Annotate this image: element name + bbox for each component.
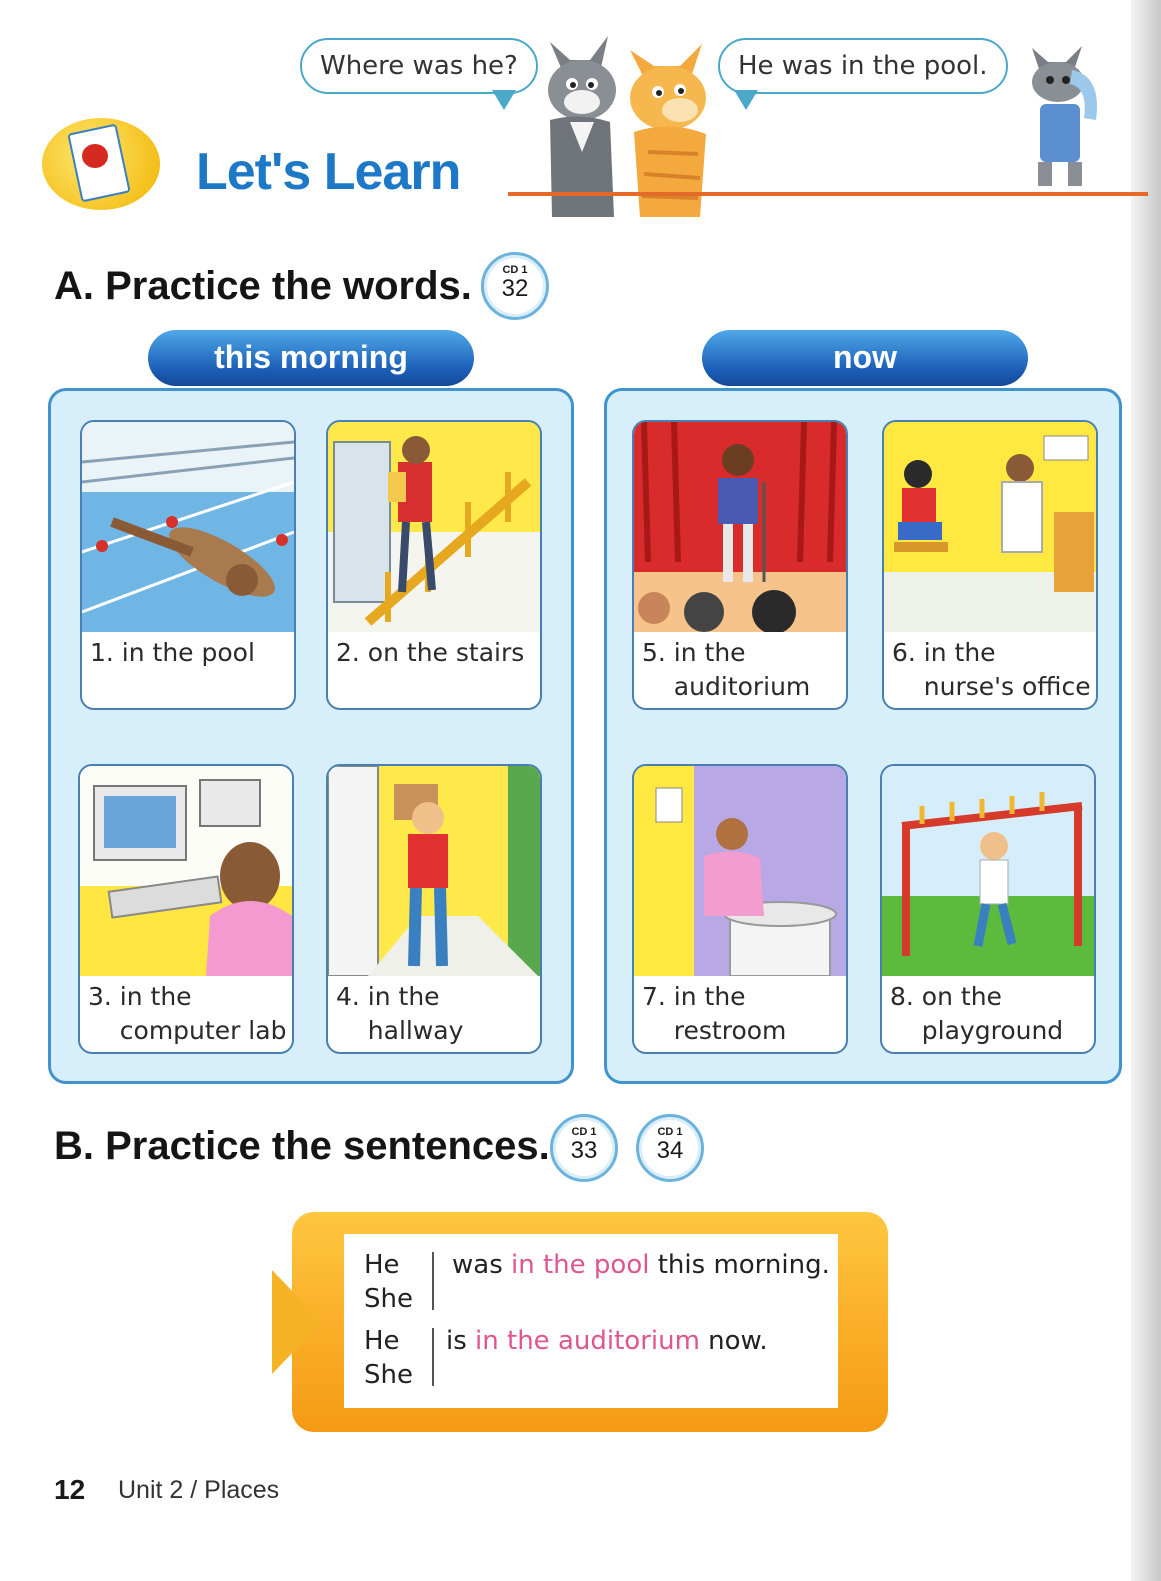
stairs-illustration [328,422,540,632]
section-a-title: A. Practice the words. [54,264,472,308]
question-text: Where was he? [320,51,518,81]
card-label: 1. in the pool [90,638,255,667]
cd-track-button-33[interactable]: CD 1 33 [550,1114,618,1182]
page-number: 12 [54,1474,86,1505]
computer-lab-illustration [80,766,292,976]
vocab-card-nurses-office [882,420,1098,710]
card-label: 5. in the auditorium [642,638,811,701]
sentence-subject: She [364,1284,413,1314]
cats-illustration [530,22,730,217]
apple-icon [82,144,108,168]
section-b-title: B. Practice the sentences. [54,1124,550,1168]
divider [432,1328,434,1386]
unit-label: Unit 2 / Places [118,1476,280,1504]
cd-track-button-32[interactable]: CD 1 32 [481,252,549,320]
hallway-illustration [328,766,540,976]
card-label: 6. in the nurse's office [892,638,1091,701]
card-label: 3. in the computer lab [88,982,287,1045]
auditorium-illustration [634,422,846,632]
nurses-office-illustration [884,422,1096,632]
sentence-place: in the auditorium [475,1326,700,1356]
wet-cat-icon [1018,40,1108,190]
vocab-card-stairs [326,420,542,710]
sentence-subject: He [364,1326,400,1356]
sentence-row-2: is in the auditorium now. [446,1326,768,1356]
cd-track-button-34[interactable]: CD 1 34 [636,1114,704,1182]
page-title: Let's Learn [196,143,461,201]
restroom-illustration [634,766,846,976]
vocab-card-hallway [326,764,542,1054]
answer-text: He was in the pool. [738,51,988,81]
vocab-card-computer-lab [78,764,294,1054]
divider [432,1252,434,1310]
sentence-subject: She [364,1360,413,1390]
play-arrow-icon [272,1270,322,1374]
speech-bubble-answer [718,38,1008,94]
vocab-card-auditorium [632,420,848,710]
speech-bubble-question [300,38,538,94]
sentence-place: in the pool [511,1250,650,1280]
header-rule [508,192,1148,196]
vocab-card-pool [80,420,296,710]
card-label: 4. in the hallway [336,982,464,1045]
sentence-subject: He [364,1250,400,1280]
lets-learn-badge-icon [42,118,160,210]
vocab-card-restroom [632,764,848,1054]
card-label: 2. on the stairs [336,638,525,667]
tab-this-morning: this morning [148,330,474,386]
card-label: 7. in the restroom [642,982,787,1045]
card-label: 8. on the playground [890,982,1064,1045]
vocab-card-playground [880,764,1096,1054]
pool-illustration [82,422,294,632]
sentence-row-1: was in the pool this morning. [452,1250,830,1280]
playground-illustration [882,766,1094,976]
tab-now: now [702,330,1028,386]
page-edge-shadow [1131,0,1161,1581]
